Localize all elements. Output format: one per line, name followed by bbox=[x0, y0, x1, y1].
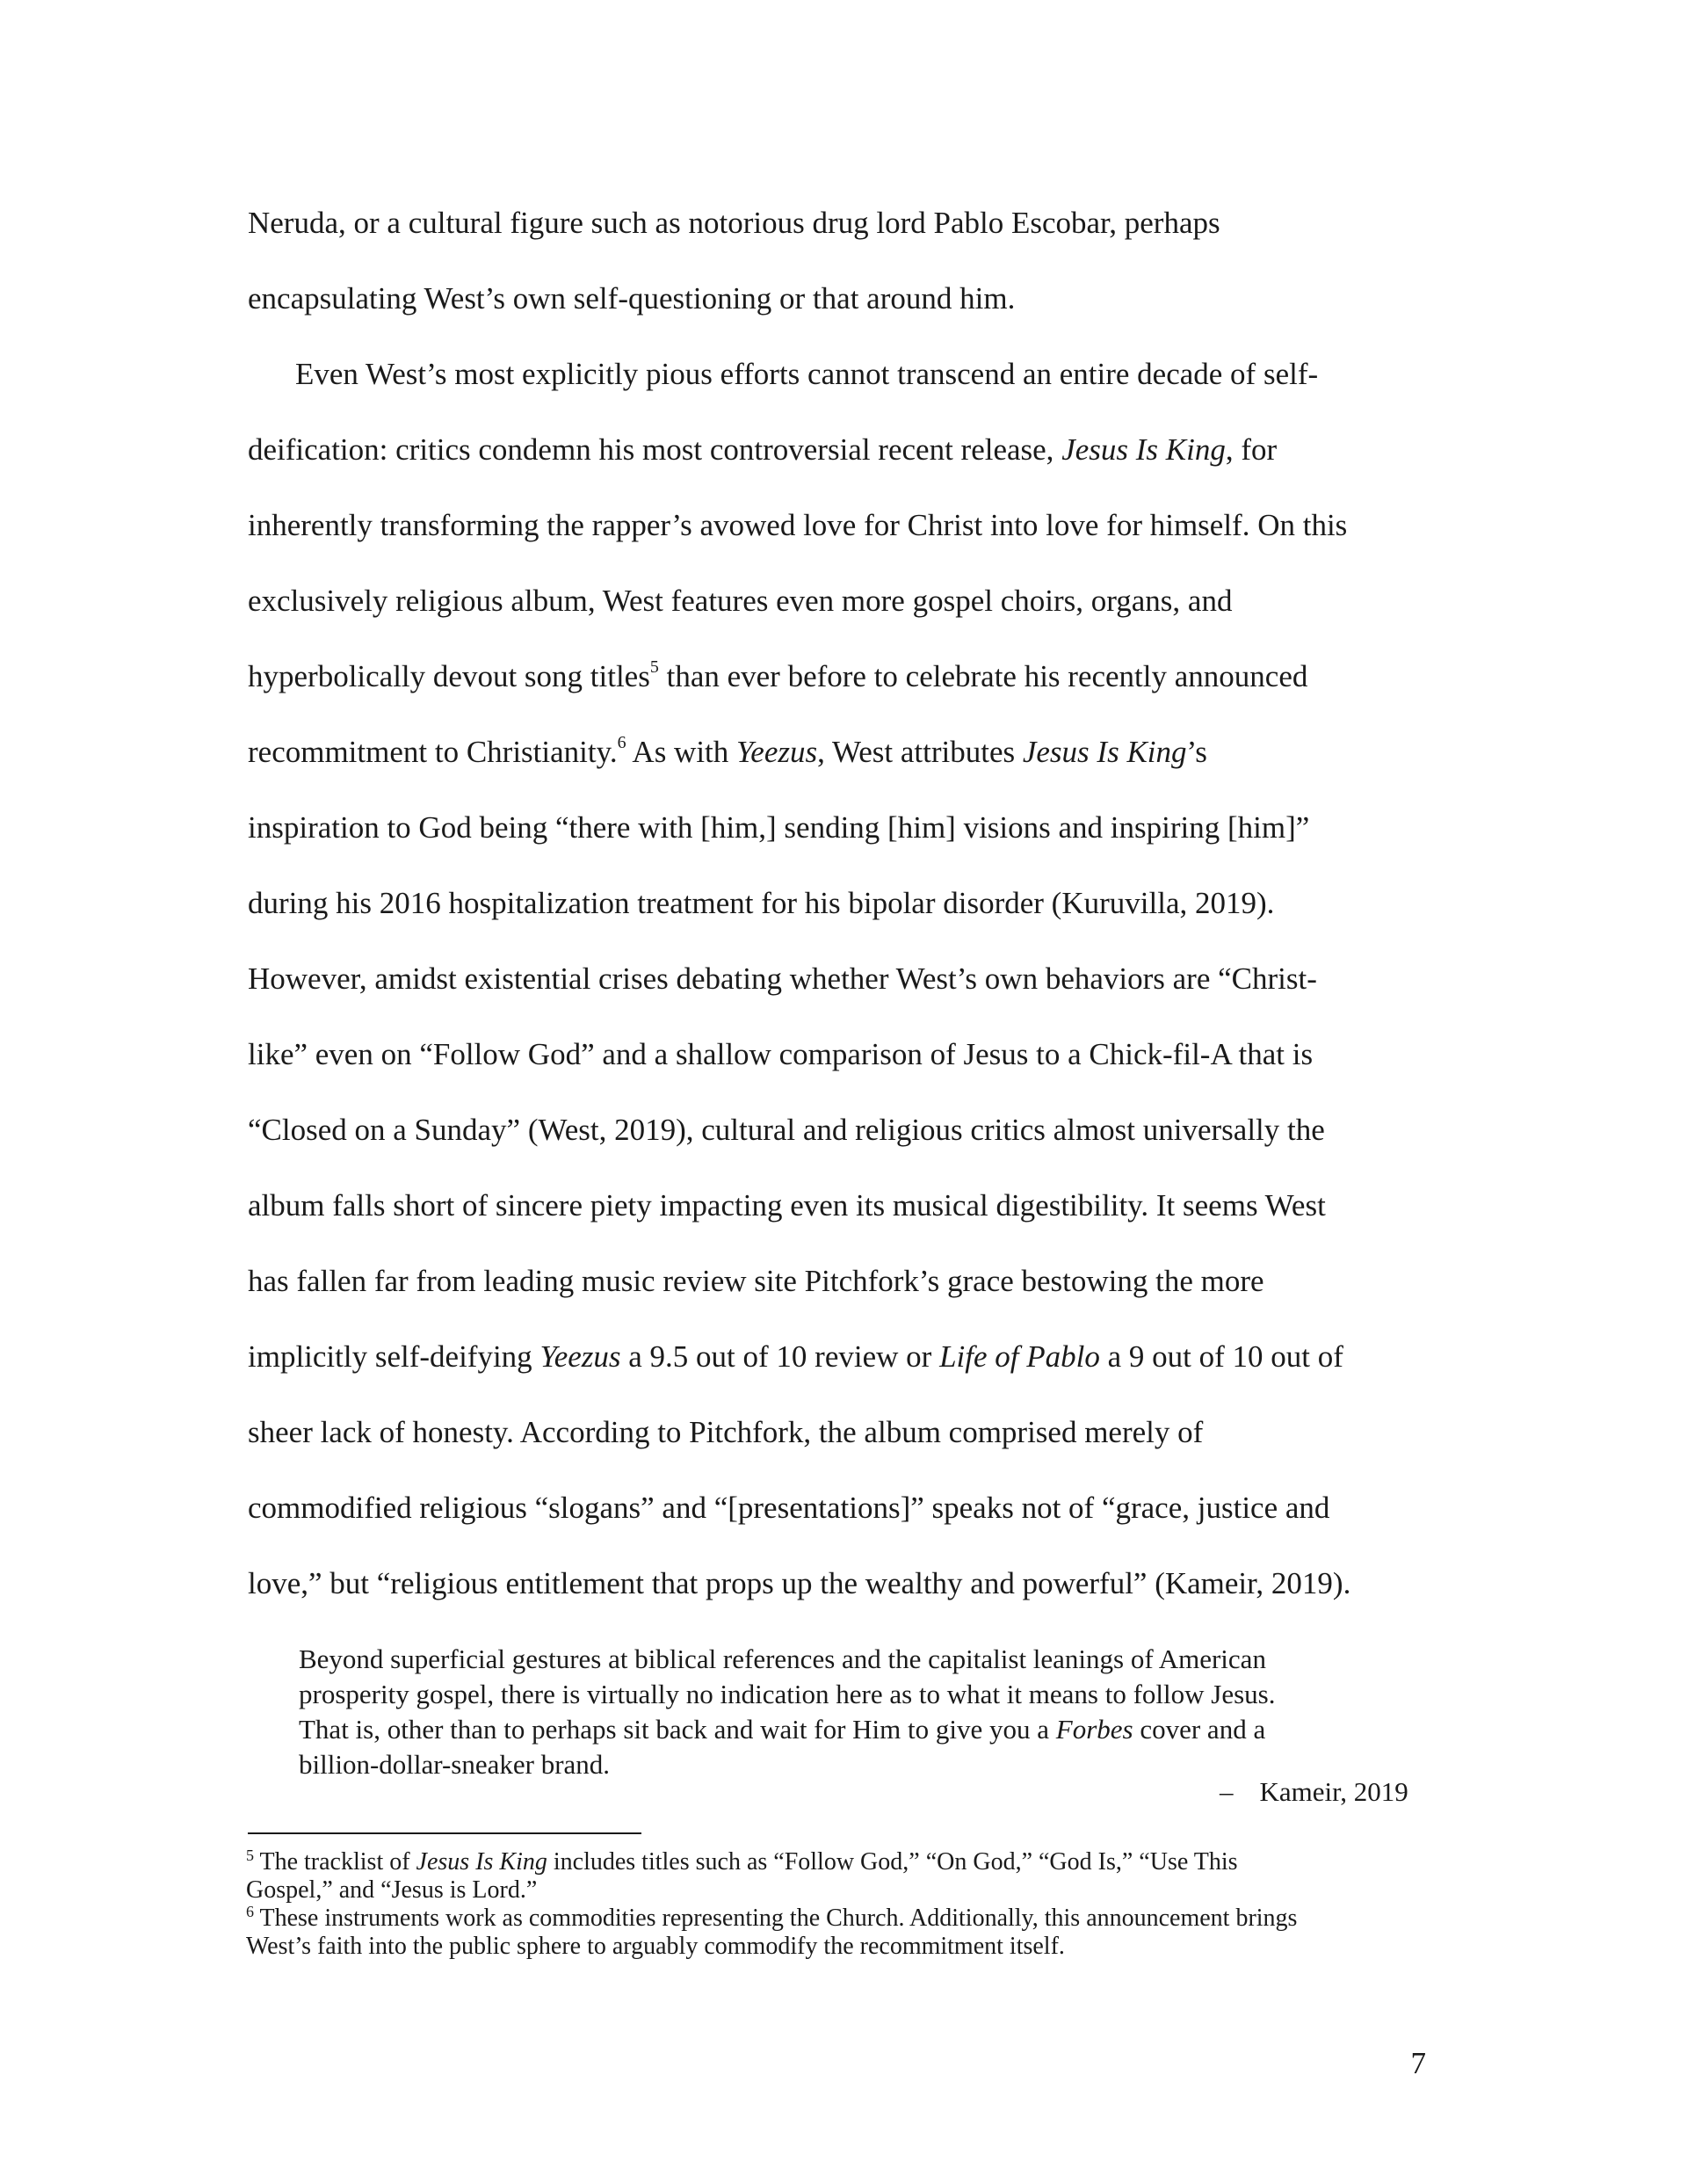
text-line bbox=[248, 412, 1277, 488]
text-line bbox=[248, 1092, 1325, 1168]
text-span: Neruda, or a cultural figure such as notorious drug lord Pablo Escobar, perhaps bbox=[248, 206, 1220, 240]
footnote-5 bbox=[246, 1848, 1459, 1876]
text-line bbox=[248, 1319, 1343, 1395]
text-span: encapsulating West’s own self-questioning or that around him. bbox=[248, 281, 1016, 316]
text-line bbox=[248, 790, 1309, 866]
text-span: love,” but “religious entitlement that props up the wealthy and powerful” (Kameir, 2019). bbox=[248, 1566, 1351, 1600]
text-span: a 9.5 out of 10 review or bbox=[620, 1339, 940, 1374]
quote-line bbox=[299, 1712, 1432, 1747]
footnote-ref-5[interactable]: 5 bbox=[649, 657, 659, 677]
album-title: Jesus Is King bbox=[416, 1848, 547, 1876]
text-span: inherently transforming the rapper’s avowed love for Christ into love for himself. On this bbox=[248, 508, 1348, 542]
text-span: includes titles such as “Follow God,” “On God,” “God Is,” “Use This bbox=[547, 1848, 1238, 1876]
text-span: implicitly self-deifying bbox=[248, 1339, 540, 1374]
text-span: Gospel,” and “Jesus is Lord.” bbox=[246, 1876, 538, 1904]
quote-line bbox=[299, 1642, 1432, 1677]
album-title: Jesus Is King bbox=[1022, 735, 1187, 769]
album-title: Yeezus bbox=[736, 735, 818, 769]
text-span: commodified religious “slogans” and “[presentations]” speaks not of “grace, justice and bbox=[248, 1491, 1330, 1525]
text-line bbox=[248, 1017, 1313, 1092]
text-span: However, amidst existential crises debating whether West’s own behaviors are “Christ- bbox=[248, 961, 1317, 996]
text-line bbox=[248, 488, 1347, 563]
text-span: exclusively religious album, West features even more gospel choirs, organs, and bbox=[248, 584, 1233, 618]
text-line bbox=[248, 1244, 1264, 1319]
footnote-separator bbox=[248, 1832, 641, 1834]
text-line bbox=[248, 866, 1274, 941]
text-span: “Closed on a Sunday” (West, 2019), cultural and religious critics almost universally the bbox=[248, 1113, 1325, 1147]
paragraph-first-line bbox=[295, 337, 1318, 412]
album-title: Life of Pablo bbox=[939, 1339, 1100, 1374]
text-span: cover and a bbox=[1133, 1714, 1266, 1745]
text-span: That is, other than to perhaps sit back and wait for Him to give you a bbox=[299, 1714, 1056, 1745]
footnotes bbox=[246, 1848, 1459, 1961]
text-span: Even West’s most explicitly pious efforts cannot transcend an entire decade of self- bbox=[295, 357, 1319, 391]
text-span: inspiration to God being “there with [him,] sending [him] visions and inspiring [him]” bbox=[248, 810, 1310, 845]
page-number: 7 bbox=[1410, 2046, 1426, 2080]
text-span: prosperity gospel, there is virtually no indication here as to what it means to follow Jesus. bbox=[299, 1679, 1276, 1709]
footnote-number: 6 bbox=[246, 1903, 254, 1920]
text-span: during his 2016 hospitalization treatment for his bipolar disorder (Kuruvilla, 2019). bbox=[248, 886, 1275, 920]
text-span: As with bbox=[626, 735, 737, 769]
text-span: deification: critics condemn his most controversial recent release, bbox=[248, 432, 1062, 467]
attribution-source: Kameir, 2019 bbox=[1259, 1776, 1408, 1807]
album-title: Jesus Is King bbox=[1061, 432, 1226, 467]
album-title: Yeezus bbox=[539, 1339, 621, 1374]
text-span: Beyond superficial gestures at biblical references and the capitalist leanings of American bbox=[299, 1643, 1266, 1674]
quote-line bbox=[299, 1677, 1432, 1712]
text-line bbox=[248, 185, 1220, 261]
text-span: , for bbox=[1225, 432, 1278, 467]
text-span: , West attributes bbox=[817, 735, 1023, 769]
text-line bbox=[248, 715, 1207, 790]
text-span: sheer lack of honesty. According to Pitchfork, the album comprised merely of bbox=[248, 1415, 1204, 1449]
text-line bbox=[248, 261, 1015, 337]
text-line bbox=[248, 639, 1307, 715]
block-quote bbox=[299, 1642, 1432, 1782]
footnote-5-continued bbox=[246, 1876, 1459, 1905]
text-line bbox=[248, 1546, 1350, 1622]
text-span: West’s faith into the public sphere to arguably commodify the recommitment itself. bbox=[246, 1933, 1065, 1960]
text-span: hyperbolically devout song titles bbox=[248, 659, 650, 693]
text-line bbox=[248, 563, 1232, 639]
text-span: These instruments work as commodities representing the Church. Additionally, this announcement brings bbox=[254, 1905, 1298, 1932]
footnote-6 bbox=[246, 1905, 1459, 1933]
text-line bbox=[248, 1470, 1329, 1546]
text-line bbox=[248, 1168, 1326, 1244]
text-span: billion-dollar-sneaker brand. bbox=[299, 1749, 611, 1780]
text-span: than ever before to celebrate his recently announced bbox=[658, 659, 1308, 693]
text-span: like” even on “Follow God” and a shallow comparison of Jesus to a Chick-fil-A that is bbox=[248, 1037, 1314, 1071]
text-line bbox=[248, 941, 1317, 1017]
attribution-dash: – bbox=[1220, 1776, 1234, 1807]
footnote-ref-6[interactable]: 6 bbox=[617, 733, 626, 752]
text-span: recommitment to Christianity. bbox=[248, 735, 618, 769]
text-span: The tracklist of bbox=[254, 1848, 416, 1876]
footnote-6-continued bbox=[246, 1933, 1459, 1961]
text-span: a 9 out of 10 out of bbox=[1099, 1339, 1343, 1374]
text-line bbox=[248, 1395, 1203, 1470]
footnote-number: 5 bbox=[246, 1847, 254, 1864]
text-span: has fallen far from leading music review site Pitchfork’s grace bestowing the more bbox=[248, 1264, 1264, 1298]
quote-attribution bbox=[1220, 1776, 1408, 1808]
text-span: album falls short of sincere piety impacting even its musical digestibility. It seems West bbox=[248, 1188, 1326, 1223]
magazine-title: Forbes bbox=[1055, 1714, 1133, 1745]
text-span: ’s bbox=[1186, 735, 1207, 769]
